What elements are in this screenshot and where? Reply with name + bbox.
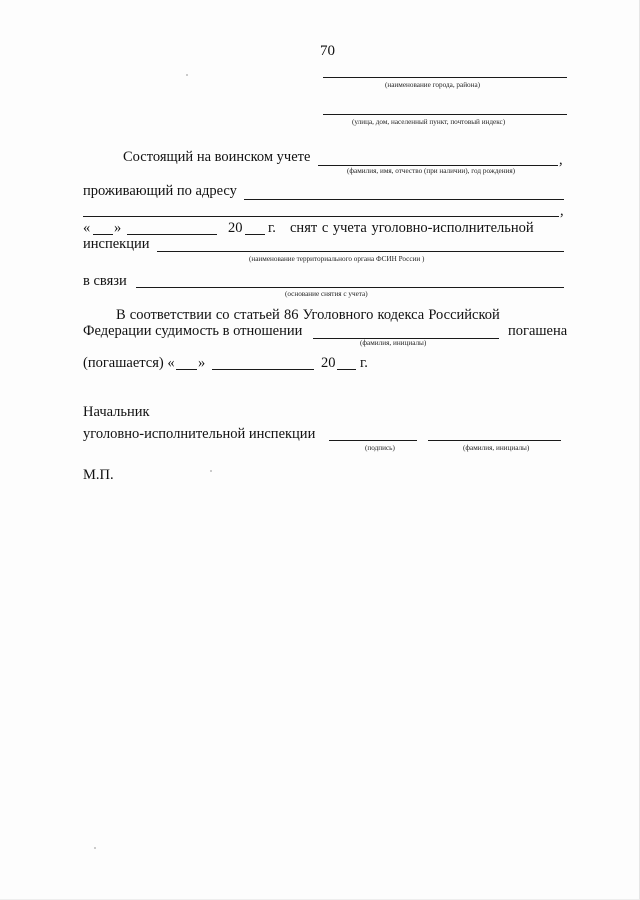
reason-label: в связи	[83, 273, 127, 289]
inspection-chief-title: уголовно-исполнительной инспекции	[83, 426, 316, 442]
residence-address-label: проживающий по адресу	[83, 183, 237, 199]
conviction-subject-label: Федерации судимость в отношении	[83, 323, 303, 339]
address-caption: (улица, дом, населенный пункт, почтовый индекс)	[352, 118, 506, 126]
military-registration-label: Состоящий на воинском учете	[123, 149, 311, 165]
date-year-suffix: г.	[268, 220, 276, 236]
scan-speck	[186, 74, 188, 76]
date-open-quote: «	[83, 220, 91, 236]
name-caption: (фамилия, имя, отчество (при наличии), год рождения)	[347, 167, 516, 175]
scan-speck	[210, 470, 212, 472]
repaid-year-suffix: г.	[360, 355, 368, 371]
name-field-line	[318, 165, 558, 166]
name-field-comma: ,	[559, 152, 563, 168]
repaid-year-prefix: 20	[321, 355, 336, 371]
signature-line	[329, 440, 417, 441]
repaid-date-close-quote: »	[198, 355, 206, 371]
repaid-year-line	[337, 369, 356, 370]
inspection-name-line	[157, 251, 564, 252]
repaid-label: погашена	[508, 323, 568, 339]
criminal-code-article-text: В соответствии со статьей 86 Уголовного кодекса Российской	[116, 307, 500, 323]
residence-address-comma: ,	[560, 203, 564, 219]
residence-address-line	[244, 199, 564, 200]
signer-name-caption: (фамилия, инициалы)	[463, 444, 530, 452]
chief-title: Начальник	[83, 404, 150, 420]
signature-caption: (подпись)	[365, 444, 395, 452]
date-year-prefix: 20	[228, 220, 243, 236]
scan-speck	[94, 847, 96, 849]
reason-line	[136, 287, 564, 288]
date-year-line	[245, 234, 265, 235]
repaid-month-line	[212, 369, 314, 370]
removed-from-registration-text: снят с учета уголовно-исполнительной	[290, 220, 534, 236]
signer-name-line	[428, 440, 561, 441]
address-header-line	[323, 114, 567, 115]
conviction-subject-caption: (фамилия, инициалы)	[360, 339, 427, 347]
reason-caption: (основание снятия с учета)	[285, 290, 368, 298]
page-number: 70	[320, 43, 335, 59]
stamp-placeholder: М.П.	[83, 467, 114, 483]
inspection-label: инспекции	[83, 236, 150, 252]
inspection-caption: (наименование территориального органа ФСИН России )	[249, 255, 425, 263]
repaid-date-prefix: (погашается) «	[83, 355, 175, 371]
date-close-quote: »	[114, 220, 122, 236]
city-caption: (наименование города, района)	[385, 81, 481, 89]
residence-address-line-2	[83, 216, 559, 217]
repaid-day-line	[176, 369, 197, 370]
city-field-line	[323, 77, 567, 78]
